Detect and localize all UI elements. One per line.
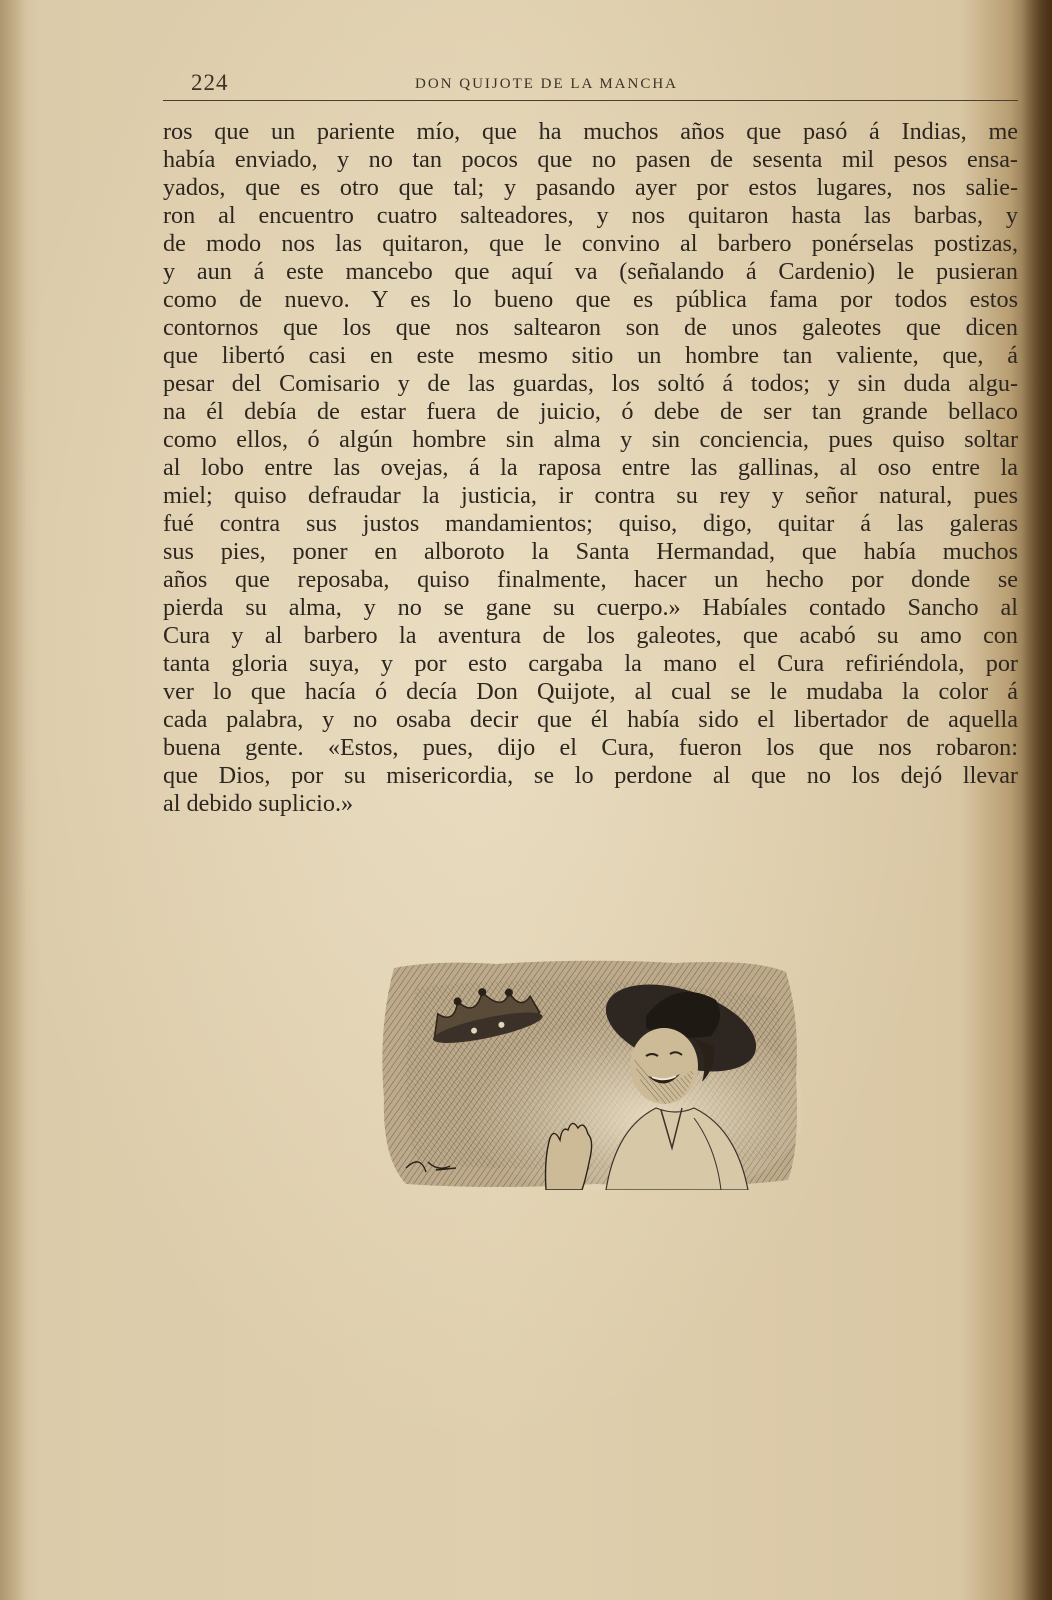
text-line: ver lo que hacía ó decía Don Quijote, al cual se le mudaba la color á	[163, 678, 1018, 705]
text-line: pesar del Comisario y de las guardas, los soltó á todos; y sin duda algu-	[163, 370, 1018, 397]
text-line: había enviado, y no tan pocos que no pasen de sesenta mil pesos ensa-	[163, 146, 1018, 173]
text-line: de modo nos las quitaron, que le convino al barbero ponérselas postizas,	[163, 230, 1018, 257]
engraving-vignette	[376, 958, 801, 1190]
text-line: sus pies, poner en alboroto la Santa Hermandad, que había muchos	[163, 538, 1018, 565]
page-header	[163, 70, 1018, 102]
text-line: que Dios, por su misericordia, se lo perdone al que no los dejó llevar	[163, 762, 1018, 789]
text-line: como de nuevo. Y es lo bueno que es pública fama por todos estos	[163, 286, 1018, 313]
page-number: 224	[191, 70, 229, 95]
running-title: DON QUIJOTE DE LA MANCHA	[415, 76, 678, 92]
body-text	[163, 118, 1018, 818]
text-line: al debido suplicio.»	[163, 790, 354, 817]
text-line: como ellos, ó algún hombre sin alma y sin conciencia, pues quiso soltar	[163, 426, 1018, 453]
text-line: Cura y al barbero la aventura de los galeotes, que acabó su amo con	[163, 622, 1018, 649]
text-line: miel; quiso defraudar la justicia, ir contra su rey y señor natural, pues	[163, 482, 1018, 509]
text-line: tanta gloria suya, y por esto cargaba la mano el Cura refiriéndola, por	[163, 650, 1018, 677]
header-rule	[163, 100, 1018, 101]
text-line: contornos que los que nos saltearon son de unos galeotes que dicen	[163, 314, 1018, 341]
text-line: que libertó casi en este mesmo sitio un hombre tan valiente, que, á	[163, 342, 1018, 369]
text-line: ros que un pariente mío, que ha muchos años que pasó á Indias, me	[163, 118, 1018, 145]
text-line: cada palabra, y no osaba decir que él había sido el libertador de aquella	[163, 706, 1018, 733]
text-line: años que reposaba, quiso finalmente, hacer un hecho por donde se	[163, 566, 1018, 593]
text-line: y aun á este mancebo que aquí va (señalando á Cardenio) le pusieran	[163, 258, 1018, 285]
text-line: yados, que es otro que tal; y pasando ayer por estos lugares, nos salie-	[163, 174, 1018, 201]
text-line: na él debía de estar fuera de juicio, ó debe de ser tan grande bellaco	[163, 398, 1018, 425]
text-line: al lobo entre las ovejas, á la raposa entre las gallinas, al oso entre la	[163, 454, 1018, 481]
engraving-illustration	[376, 958, 801, 1190]
text-line: ron al encuentro cuatro salteadores, y nos quitaron hasta las barbas, y	[163, 202, 1018, 229]
text-line: buena gente. «Estos, pues, dijo el Cura, fueron los que nos robaron:	[163, 734, 1018, 761]
text-line: fué contra sus justos mandamientos; quiso, digo, quitar á las galeras	[163, 510, 1018, 537]
text-line: pierda su alma, y no se gane su cuerpo.» Habíales contado Sancho al	[163, 594, 1018, 621]
